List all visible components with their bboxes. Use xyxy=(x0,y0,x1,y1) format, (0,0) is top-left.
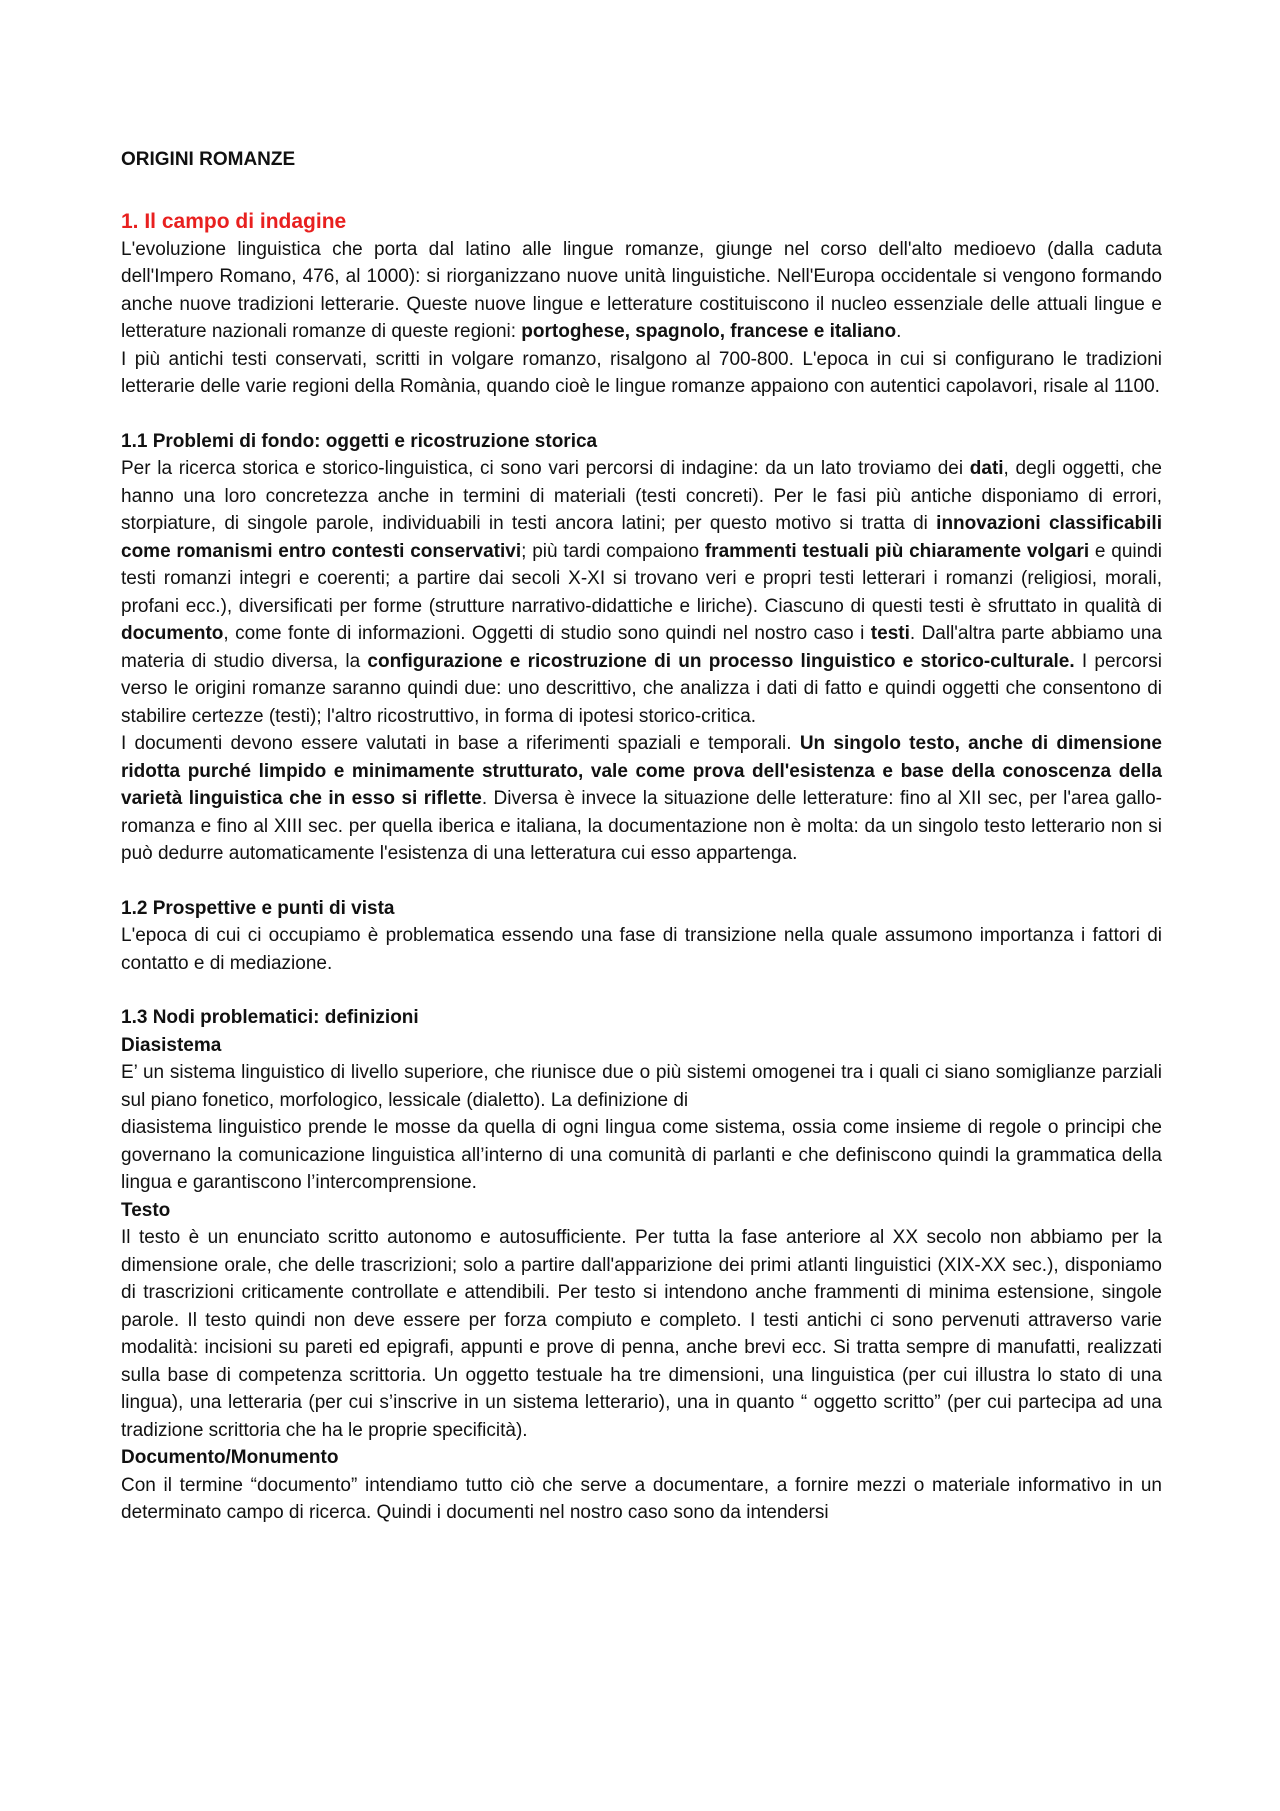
bold-text-run: dati xyxy=(969,458,1004,479)
diasistema-line-1: E’ un sistema linguistico di livello superiore, che riunisce due o più sistemi omogenei tra i quali ci siano somiglianze parziali sul piano fonetico, morfologico, lessicale (dialetto). La definizione di xyxy=(121,1062,1162,1111)
testo-heading: Testo xyxy=(121,1199,171,1221)
bold-text-run: documento xyxy=(121,623,224,644)
text-run: I percorsi verso le origini romanze saranno quindi due: uno descrittivo, che analizza i dati di fatto e quindi oggetti che consentono di stabilire certezze (testi); l'altro ricostruttivo, in forma di ipotesi storico-critica. xyxy=(121,650,1163,727)
section-1-paragraph-1 xyxy=(121,236,1162,346)
section-1-2-paragraph-1 xyxy=(121,922,1162,977)
text-run: L'epoca di cui ci occupiamo è problematica essendo una fase di transizione nella quale assumono importanza i fattori di contatto e di mediazione. xyxy=(121,925,1162,974)
text-run: I documenti devono essere valutati in base a riferimenti spaziali e temporali. xyxy=(121,733,800,754)
bold-text-run: testi xyxy=(870,623,910,644)
bold-text-run: configurazione e ricostruzione di un processo linguistico e storico-culturale. xyxy=(367,650,1075,672)
text-run: ; più tardi compaiono xyxy=(521,540,705,562)
text-run: Per la ricerca storica e storico-linguistica, ci sono vari percorsi di indagine: da un lato troviamo dei xyxy=(121,458,970,479)
text-run: . Diversa è invece la situazione delle letterature: fino al XII sec, per l'area gallo-romanza e fino al XIII sec. per quella iberica e italiana, la documentazione non è molta: da un singolo testo letterario non si può dedurre automaticamente l'esistenza di una letteratura cui esso appartenga. xyxy=(121,788,1162,864)
section-1-1-paragraph-2 xyxy=(121,730,1162,868)
text-run: , degli oggetti, che hanno una loro concretezza anche in termini di materiali (testi concreti). Per le fasi più antiche disponiamo di errori, storpiature, di singole parole, individuabili in testi ancora latini; per questo motivo si tratta di xyxy=(121,458,1162,534)
section-1-1-heading: 1.1 Problemi di fondo: oggetti e ricostruzione storica xyxy=(121,430,598,452)
section-1-paragraph-2 xyxy=(121,346,1162,401)
text-run: . Dall'altra parte abbiamo una materia di studio diversa, la xyxy=(121,623,1162,672)
bold-text-run: Un singolo testo, anche di dimensione ridotta purché limpido e minimamente strutturato, vale come prova dell'esistenza e base della conoscenza della varietà linguistica che in esso si riflette xyxy=(121,733,1162,809)
section-1-1-paragraph-1 xyxy=(121,455,1162,730)
diasistema-heading: Diasistema xyxy=(121,1034,222,1056)
section-1-2-heading: 1.2 Prospettive e punti di vista xyxy=(121,897,395,919)
bold-text-run: frammenti testuali più chiaramente volgari xyxy=(704,540,1090,562)
documento-paragraph: Con il termine “documento” intendiamo tutto ciò che serve a documentare, a fornire mezzi o materiale informativo in un determinato campo di ricerca. Quindi i documenti nel nostro caso sono da intendersi xyxy=(121,1474,1162,1523)
text-run: L'evoluzione linguistica che porta dal latino alle lingue romanze, giunge nel corso dell'alto medioevo (dalla caduta dell'Impero Romano, 476, al 1000): si riorganizzano nuove unità linguistiche. Nell'Europa occidentale si vengono formando anche nuove tradizioni letterarie. Queste nuove lingue e letterature costituiscono il nucleo essenziale delle attuali lingue e letterature nazionali romanze di queste regioni: xyxy=(121,238,1162,342)
text-run: I più antichi testi conservati, scritti in volgare romanzo, risalgono al 700-800. L'epoca in cui si configurano le tradizioni letterarie delle varie regioni della Romània, quando cioè le lingue romanze appaiono con autentici capolavori, risale al 1100. xyxy=(121,348,1162,397)
section-1-heading: 1. Il campo di indagine xyxy=(121,209,347,233)
text-run: e quindi testi romanzi integri e coerenti; a partire dai secoli X-XI si trovano veri e propri testi letterari i romanzi (religiosi, morali, profani ecc.), diversificati per forme (strutture narrativo-didattiche e liriche). Ciascuno di questi testi è sfruttato in qualità di xyxy=(121,540,1163,617)
document-page xyxy=(121,146,1162,1527)
diasistema-line-2: diasistema linguistico prende le mosse da quella di ogni lingua come sistema, ossia come insieme di regole o principi che governano la comunicazione linguistica all’interno di una comunità di parlanti e che definiscono quindi la grammatica della lingua e garantiscono l’intercomprensione. xyxy=(121,1117,1162,1193)
testo-paragraph: Il testo è un enunciato scritto autonomo e autosufficiente. Per tutta la fase anteriore al XX secolo non abbiamo per la dimensione orale, che delle trascrizioni; solo a partire dall'apparizione dei primi atlanti linguistici (XIX-XX sec.), disponiamo di trascrizioni criticamente controllate e attendibili. Per testo si intendono anche frammenti di minima estensione, singole parole. Il testo quindi non deve essere per forza compiuto e completo. I testi antichi ci sono pervenuti attraverso varie modalità: incisioni su pareti ed epigrafi, appunti e prove di penna, anche brevi ecc. Si tratta sempre di manufatti, realizzati sulla base di competenza scrittoria. Un oggetto testuale ha tre dimensioni, una linguistica (per cui illustra lo stato di una lingua), una letteraria (per cui s’inscrive in un sistema letterario), una in quanto “ oggetto scritto” (per cui partecipa ad una tradizione scrittoria che ha le proprie specificità). xyxy=(121,1227,1162,1441)
bold-text-run: portoghese, spagnolo, francese e italiano xyxy=(521,321,897,342)
documento-monumento-heading: Documento/Monumento xyxy=(121,1447,339,1468)
document-title: ORIGINI ROMANZE xyxy=(121,149,296,170)
bold-text-run: innovazioni classificabili come romanismi entro contesti conservativi xyxy=(121,513,1162,562)
section-1-3-heading: 1.3 Nodi problematici: definizioni xyxy=(121,1007,419,1028)
text-run: , come fonte di informazioni. Oggetti di studio sono quindi nel nostro caso i xyxy=(223,623,871,644)
text-run: . xyxy=(896,321,902,342)
